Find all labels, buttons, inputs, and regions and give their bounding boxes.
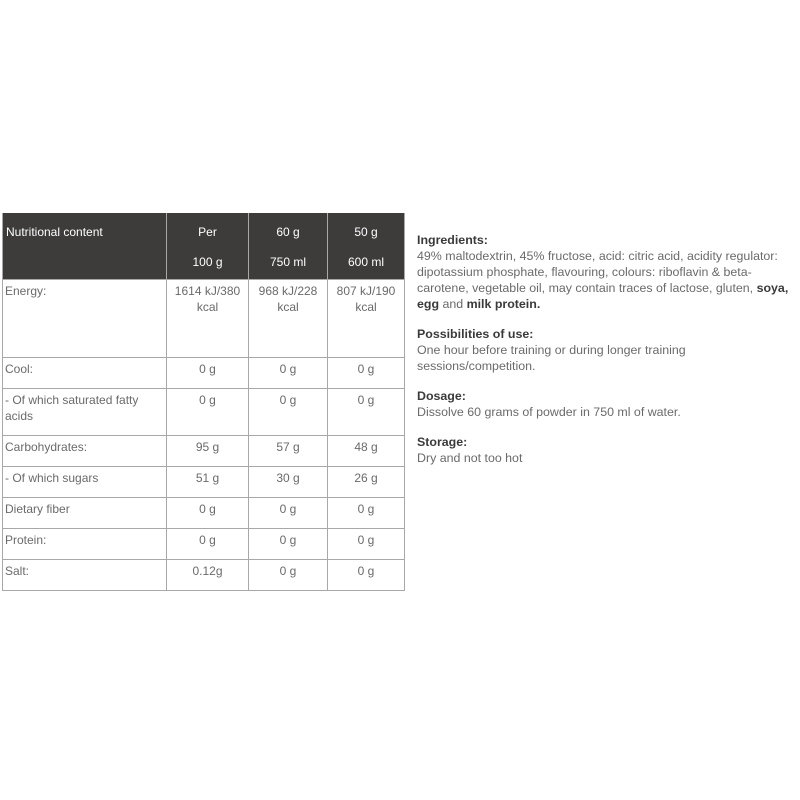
header-50g-line2: 600 ml xyxy=(347,255,385,269)
row-label: Salt: xyxy=(3,560,167,591)
allergen-soya-egg: soya, egg xyxy=(417,281,789,311)
cell-60g: 0 g xyxy=(249,529,328,560)
cell-50g: 0 g xyxy=(328,529,405,560)
nutrition-table-header xyxy=(3,213,405,280)
cell-60g: 0 g xyxy=(249,358,328,389)
use-text: One hour before training or during longer training sessions/competition. xyxy=(417,343,686,373)
header-per-100g xyxy=(167,213,249,280)
row-label: Carbohydrates: xyxy=(3,436,167,467)
header-nutritional-content: Nutritional content xyxy=(3,213,167,280)
table-row xyxy=(3,436,405,467)
dosage-text: Dissolve 60 grams of powder in 750 ml of water. xyxy=(417,405,681,419)
storage-heading: Storage: xyxy=(417,435,468,449)
header-60g-line1: 60 g xyxy=(276,225,300,239)
storage-section xyxy=(417,434,800,466)
header-60g-line2: 750 ml xyxy=(269,255,307,269)
ingredients-text xyxy=(417,249,788,311)
cell-50g: 807 kJ/190 kcal xyxy=(328,280,405,358)
table-row xyxy=(3,560,405,591)
header-60g-750ml xyxy=(249,213,328,280)
allergen-milk-protein: milk protein. xyxy=(466,297,541,311)
table-row xyxy=(3,280,405,358)
use-heading: Possibilities of use: xyxy=(417,327,534,341)
cell-50g: 0 g xyxy=(328,358,405,389)
header-per-line1: Per xyxy=(198,225,217,239)
storage-text: Dry and not too hot xyxy=(417,451,523,465)
cell-60g: 57 g xyxy=(249,436,328,467)
cell-60g: 0 g xyxy=(249,389,328,436)
cell-60g: 30 g xyxy=(249,467,328,498)
cell-per-100g: 0 g xyxy=(167,358,249,389)
cell-per-100g: 0 g xyxy=(167,498,249,529)
cell-per-100g: 0 g xyxy=(167,389,249,436)
header-50g-600ml xyxy=(328,213,405,280)
ingredients-and: and xyxy=(439,297,467,311)
cell-50g: 48 g xyxy=(328,436,405,467)
cell-50g: 26 g xyxy=(328,467,405,498)
header-50g-line1: 50 g xyxy=(354,225,378,239)
cell-per-100g: 1614 kJ/380 kcal xyxy=(167,280,249,358)
dosage-heading: Dosage: xyxy=(417,389,466,403)
ingredients-section xyxy=(417,232,800,312)
table-row xyxy=(3,467,405,498)
cell-60g: 0 g xyxy=(249,560,328,591)
header-per-line2: 100 g xyxy=(192,255,223,269)
product-info-panel xyxy=(417,232,800,480)
row-label: Dietary fiber xyxy=(3,498,167,529)
row-label: Protein: xyxy=(3,529,167,560)
table-row xyxy=(3,358,405,389)
row-label: Cool: xyxy=(3,358,167,389)
ingredients-list: 49% maltodextrin, 45% fructose, acid: citric acid, acidity regulator: dipotassium phosphate, flavouring, colours: riboflavin & beta-carotene, vegetable oil, may contain traces of lactose, gluten, xyxy=(417,249,778,295)
cell-50g: 0 g xyxy=(328,560,405,591)
cell-per-100g: 51 g xyxy=(167,467,249,498)
row-label: - Of which saturated fatty acids xyxy=(3,389,167,436)
row-label: Energy: xyxy=(3,280,167,358)
cell-50g: 0 g xyxy=(328,498,405,529)
cell-60g: 0 g xyxy=(249,498,328,529)
use-section xyxy=(417,326,800,374)
cell-per-100g: 0 g xyxy=(167,529,249,560)
nutrition-table xyxy=(2,213,405,591)
table-row xyxy=(3,389,405,436)
row-label: - Of which sugars xyxy=(3,467,167,498)
cell-per-100g: 95 g xyxy=(167,436,249,467)
table-row xyxy=(3,529,405,560)
ingredients-heading: Ingredients: xyxy=(417,233,488,247)
table-row xyxy=(3,498,405,529)
cell-per-100g: 0.12g xyxy=(167,560,249,591)
cell-60g: 968 kJ/228 kcal xyxy=(249,280,328,358)
cell-50g: 0 g xyxy=(328,389,405,436)
dosage-section xyxy=(417,388,800,420)
